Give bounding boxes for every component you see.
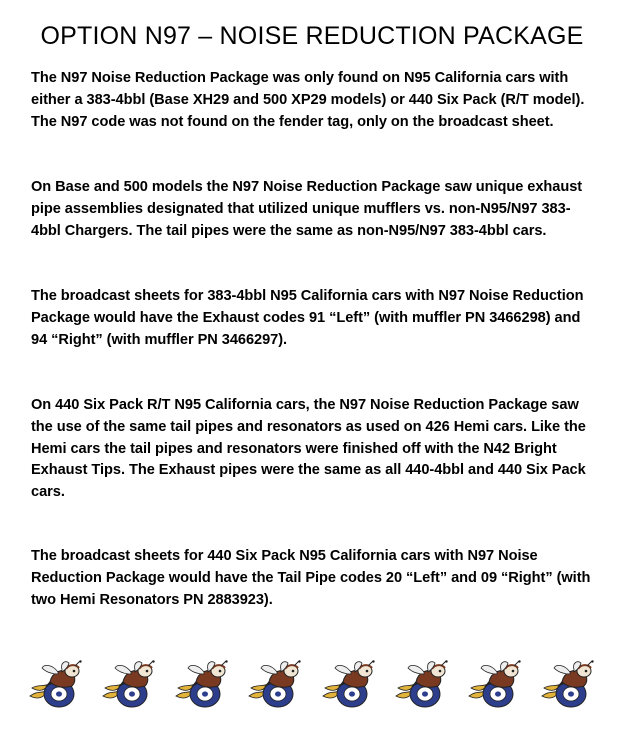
scat-pack-bee-mascot-icon [101,660,159,710]
footer-mascot-row [28,660,598,710]
scat-pack-bee-mascot-icon [394,660,452,710]
page-title: OPTION N97 – NOISE REDUCTION PACKAGE [40,22,584,50]
scat-pack-bee-mascot-icon [467,660,525,710]
scat-pack-bee-mascot-icon [321,660,379,710]
paragraph-383-broadcast-codes: The broadcast sheets for 383-4bbl N95 California cars with N97 Noise Reduction Package would have the Exhaust codes 91 “Left” (with muffler PN 3466298) and 94 “Right” (with muffler PN 3466297). [31,288,584,348]
scat-pack-bee-mascot-icon [174,660,232,710]
paragraph-base-500-models: On Base and 500 models the N97 Noise Reduction Package saw unique exhaust pipe assemblies designated that utilized unique mufflers vs. non-N95/N97 383-4bbl Chargers. The tail pipes were the same as non-N95/N97 383-4bbl cars. [31,179,583,239]
scat-pack-bee-mascot-icon [247,660,305,710]
paragraph-overview: The N97 Noise Reduction Package was only found on N95 California cars with either a 383-4bbl (Base XH29 and 500 XP29 models) or 440 Six Pack (R/T model). The N97 code was not found on the fender tag, only on the broadcast sheet. [31,70,585,130]
scat-pack-bee-mascot-icon [540,660,598,710]
scat-pack-bee-mascot-icon [28,660,86,710]
paragraph-440-six-pack: On 440 Six Pack R/T N95 California cars, the N97 Noise Reduction Package saw the use of the same tail pipes and resonators as used on 426 Hemi cars. Like the Hemi cars the tail pipes and resonators were finished off with the N42 Bright Exhaust Tips. The Exhaust pipes were the same as all 440-4bbl and 440 Six Pack cars. [31,397,586,501]
paragraph-440-broadcast-codes: The broadcast sheets for 440 Six Pack N95 California cars with N97 Noise Reduction Package would have the Tail Pipe codes 20 “Left” and 09 “Right” (with two Hemi Resonators PN 2883923). [31,548,591,608]
